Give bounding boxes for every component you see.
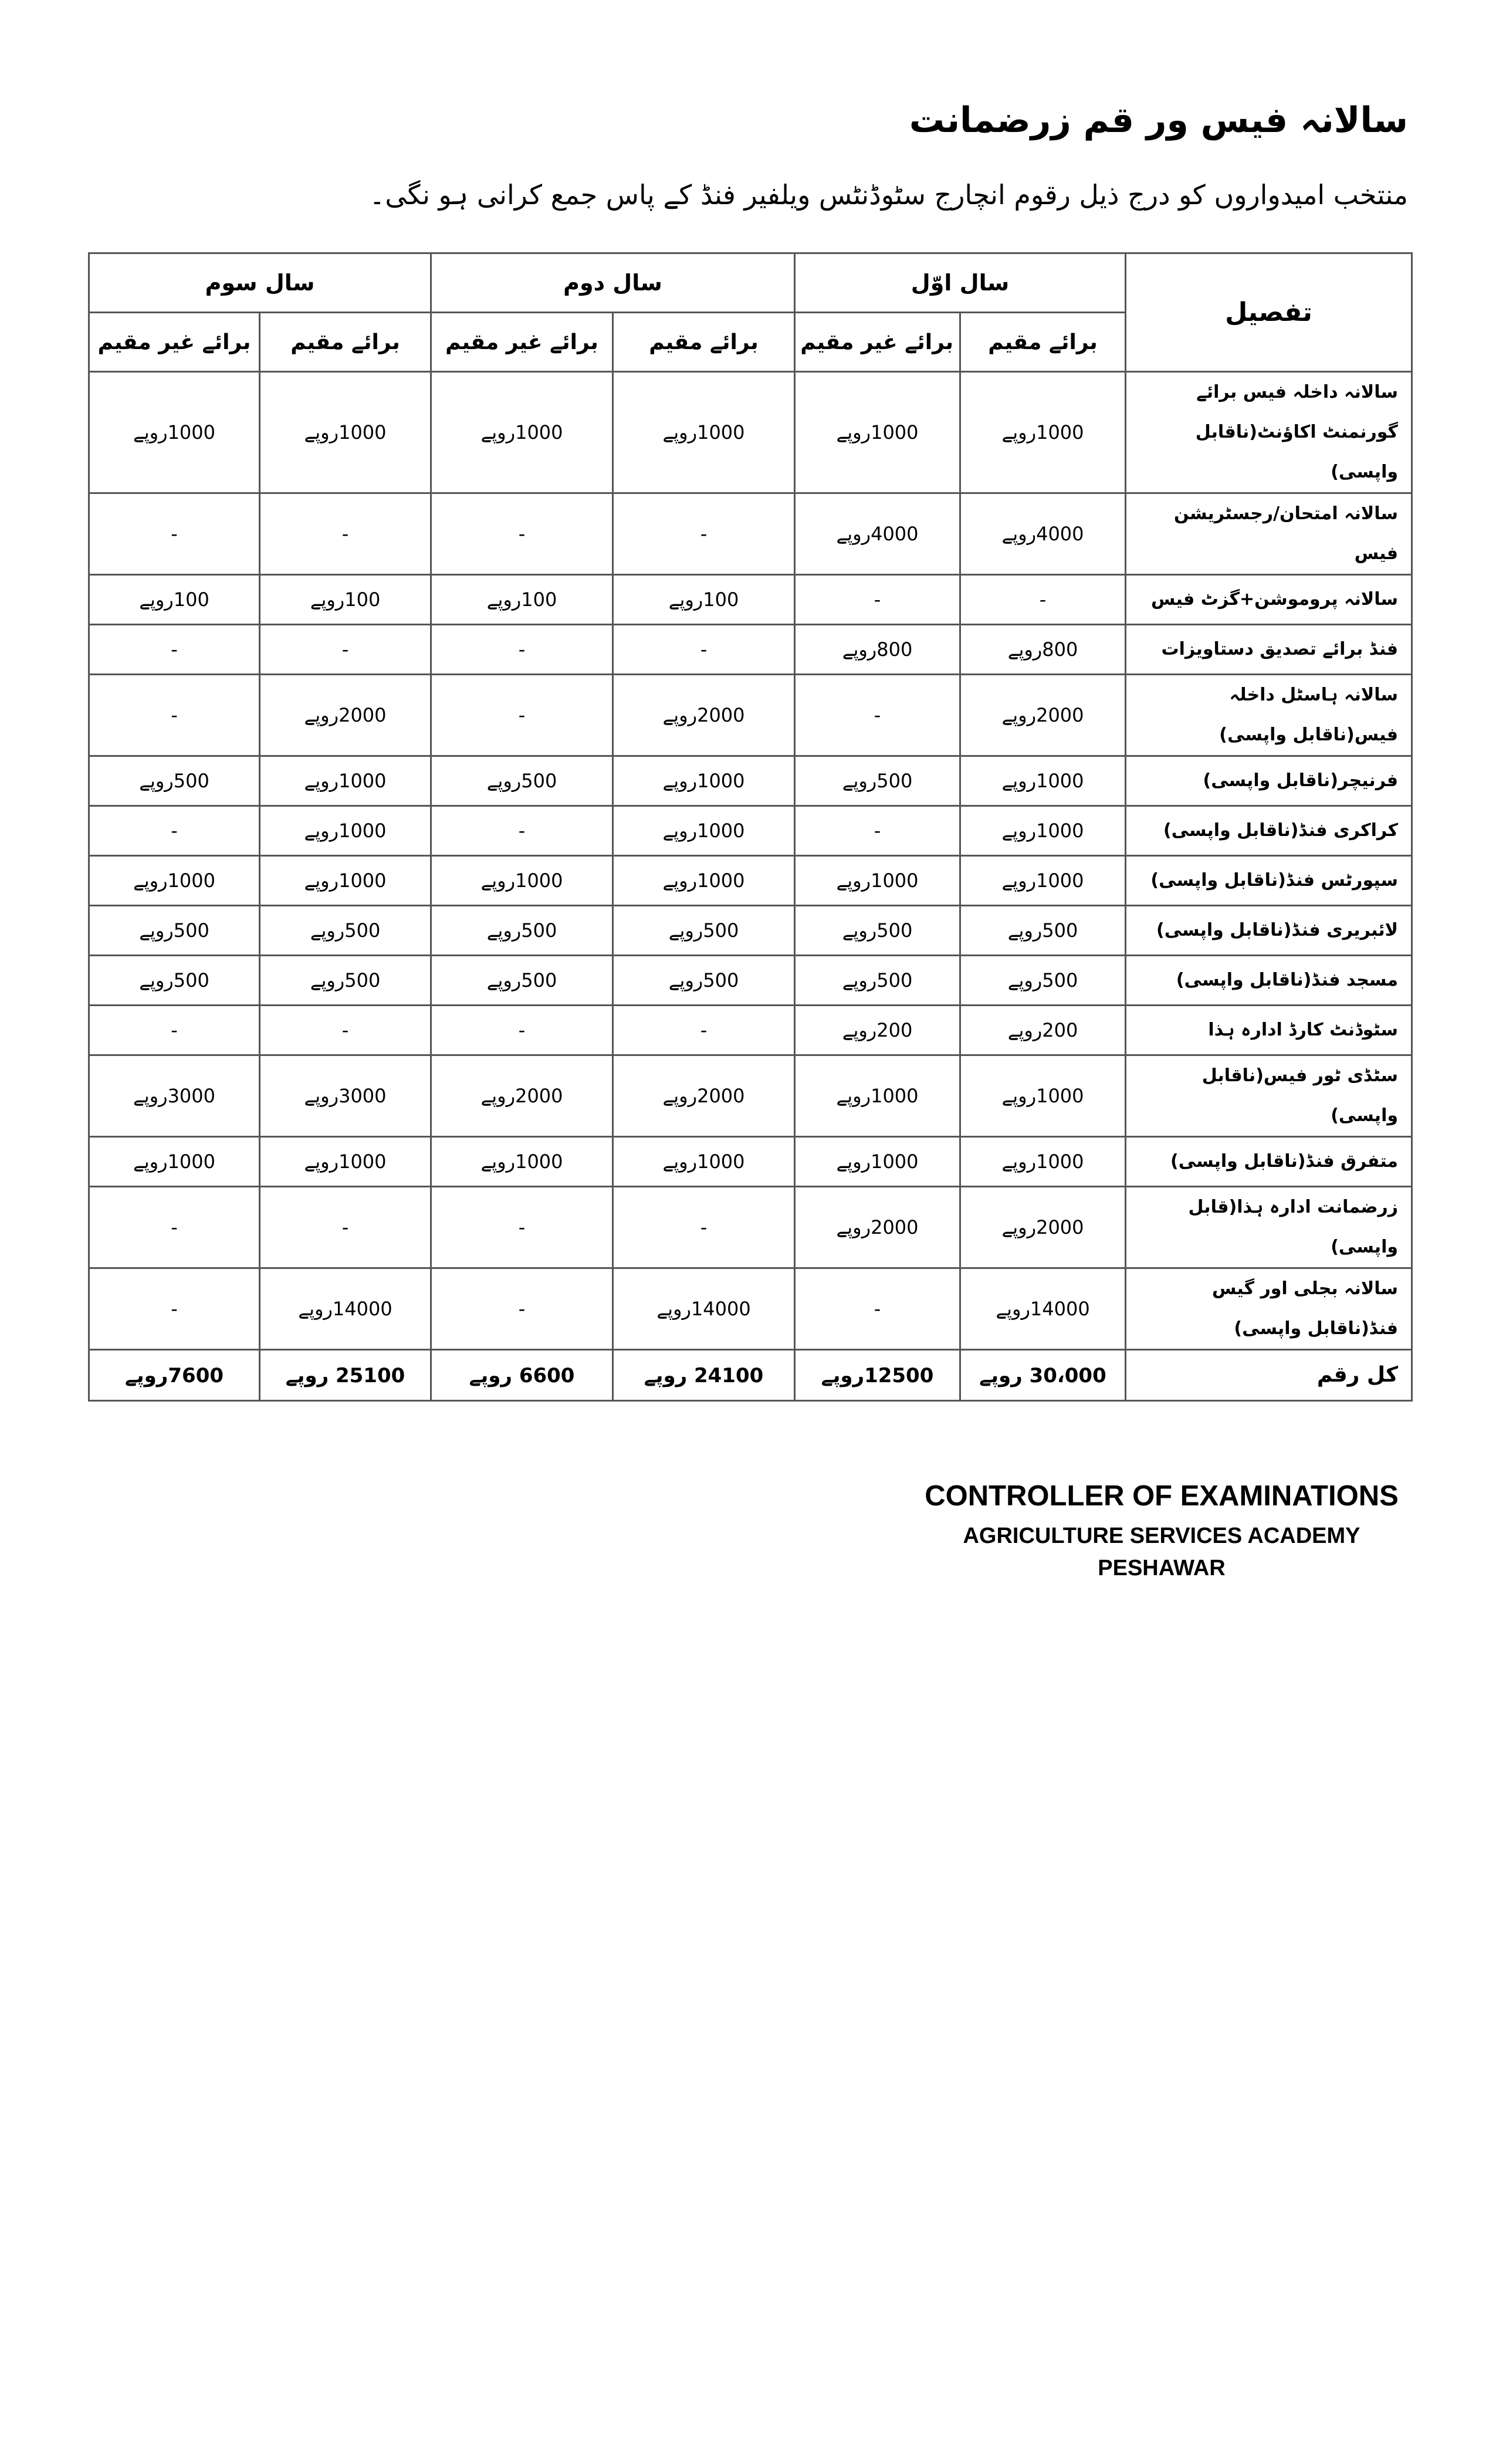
row-value: - — [613, 1187, 795, 1268]
row-value: - — [431, 1268, 613, 1350]
year-header-second: سال دوم — [431, 253, 795, 313]
row-value: 1000روپے — [613, 372, 795, 493]
row-value: 2000روپے — [795, 1187, 960, 1268]
sub-header-non-resident: برائے غیر مقیم — [431, 313, 613, 372]
table-row — [89, 675, 1412, 756]
row-value: 1000روپے — [260, 372, 431, 493]
footer-academy: AGRICULTURE SERVICES ACADEMY — [963, 1524, 1360, 1548]
table-row — [89, 856, 1412, 906]
row-value: 500روپے — [795, 956, 960, 1006]
row-value: - — [613, 493, 795, 575]
row-label: زرضمانت ادارہ ہذا(قابل واپسی) — [1126, 1187, 1412, 1268]
row-value: 1000روپے — [431, 372, 613, 493]
footer-city: PESHAWAR — [1098, 1556, 1226, 1580]
row-value: 1000روپے — [260, 756, 431, 806]
table-row — [89, 1006, 1412, 1055]
row-value: 800روپے — [960, 625, 1126, 675]
row-value: 2000روپے — [960, 1187, 1126, 1268]
table-row — [89, 575, 1412, 625]
row-value: 4000روپے — [795, 493, 960, 575]
row-label: لائبریری فنڈ(ناقابل واپسی) — [1126, 906, 1412, 956]
table-row — [89, 806, 1412, 856]
page-subtitle: منتخب امیدواروں کو درج ذیل رقوم انچارج سٹوڈنٹس ویلفیر فنڈ کے پاس جمع کرانی ہو نگی۔ — [369, 179, 1408, 211]
total-row — [89, 1350, 1412, 1401]
row-value: - — [431, 1006, 613, 1055]
row-label: سٹوڈنٹ کارڈ ادارہ ہذا — [1126, 1006, 1412, 1055]
row-value: 4000روپے — [960, 493, 1126, 575]
row-value: 1000روپے — [260, 806, 431, 856]
row-value: 1000روپے — [613, 856, 795, 906]
row-value: 1000روپے — [89, 1137, 260, 1187]
row-value: 500روپے — [89, 906, 260, 956]
row-value: 1000روپے — [960, 1137, 1126, 1187]
table-row — [89, 1187, 1412, 1268]
row-value: 200روپے — [960, 1006, 1126, 1055]
total-value: 24100 روپے — [613, 1350, 795, 1401]
row-value: 500روپے — [260, 906, 431, 956]
row-value: 500روپے — [960, 956, 1126, 1006]
row-value: 1000روپے — [960, 372, 1126, 493]
table-row — [89, 372, 1412, 493]
row-label: سٹڈی ٹور فیس(ناقابل واپسی) — [1126, 1055, 1412, 1137]
table-row — [89, 906, 1412, 956]
row-label: سالانہ داخلہ فیس برائے گورنمنٹ اکاؤنٹ(ناقابل واپسی) — [1126, 372, 1412, 493]
row-value: 500روپے — [260, 956, 431, 1006]
row-value: 500روپے — [795, 906, 960, 956]
row-label: سالانہ پروموشن+گزٹ فیس — [1126, 575, 1412, 625]
table-row — [89, 1055, 1412, 1137]
table-row — [89, 1268, 1412, 1350]
row-value: 1000روپے — [960, 756, 1126, 806]
row-value: 500روپے — [89, 756, 260, 806]
row-value: 500روپے — [431, 906, 613, 956]
row-value: - — [431, 1187, 613, 1268]
fee-table-body — [89, 372, 1412, 1401]
row-value: - — [613, 1006, 795, 1055]
row-value: 1000روپے — [613, 806, 795, 856]
sub-header-non-resident: برائے غیر مقیم — [795, 313, 960, 372]
row-value: - — [613, 625, 795, 675]
row-value: 100روپے — [613, 575, 795, 625]
row-value: - — [795, 806, 960, 856]
row-label: کراکری فنڈ(ناقابل واپسی) — [1126, 806, 1412, 856]
row-value: - — [431, 493, 613, 575]
row-value: - — [795, 1268, 960, 1350]
row-value: 100روپے — [260, 575, 431, 625]
row-value: - — [431, 625, 613, 675]
total-value: 7600روپے — [89, 1350, 260, 1401]
row-value: 14000روپے — [260, 1268, 431, 1350]
row-label: سالانہ امتحان/رجسٹریشن فیس — [1126, 493, 1412, 575]
table-row — [89, 756, 1412, 806]
total-value: 25100 روپے — [260, 1350, 431, 1401]
row-value: 1000روپے — [260, 856, 431, 906]
row-value: - — [431, 806, 613, 856]
table-row — [89, 625, 1412, 675]
fee-table — [88, 252, 1413, 1402]
row-label: فرنیچر(ناقابل واپسی) — [1126, 756, 1412, 806]
table-row — [89, 1137, 1412, 1187]
row-value: 500روپے — [613, 906, 795, 956]
row-value: - — [260, 1187, 431, 1268]
row-value: 2000روپے — [613, 1055, 795, 1137]
row-value: 200روپے — [795, 1006, 960, 1055]
page-title: سالانہ فیس ور قم زرضمانت — [909, 100, 1408, 141]
row-value: - — [89, 675, 260, 756]
row-value: - — [260, 1006, 431, 1055]
row-value: 14000روپے — [960, 1268, 1126, 1350]
row-label: فنڈ برائے تصدیق دستاویزات — [1126, 625, 1412, 675]
row-value: - — [795, 675, 960, 756]
row-value: 1000روپے — [795, 856, 960, 906]
row-value: 100روپے — [431, 575, 613, 625]
row-value: - — [795, 575, 960, 625]
row-value: 500روپے — [431, 956, 613, 1006]
row-label: سالانہ ہاسٹل داخلہ فیس(ناقابل واپسی) — [1126, 675, 1412, 756]
year-header-third: سال سوم — [89, 253, 431, 313]
row-value: - — [431, 675, 613, 756]
row-value: 500روپے — [960, 906, 1126, 956]
total-label: کل رقم — [1126, 1350, 1412, 1401]
row-value: 1000روپے — [795, 1137, 960, 1187]
row-value: - — [89, 1187, 260, 1268]
row-value: 500روپے — [795, 756, 960, 806]
row-value: 800روپے — [795, 625, 960, 675]
row-value: - — [89, 806, 260, 856]
row-value: 2000روپے — [960, 675, 1126, 756]
row-value: 1000روپے — [89, 856, 260, 906]
sub-header-resident: برائے مقیم — [613, 313, 795, 372]
row-value: 3000روپے — [260, 1055, 431, 1137]
sub-header-non-resident: برائے غیر مقیم — [89, 313, 260, 372]
row-label: سالانہ بجلی اور گیس فنڈ(ناقابل واپسی) — [1126, 1268, 1412, 1350]
row-value: 500روپے — [613, 956, 795, 1006]
footer-controller: CONTROLLER OF EXAMINATIONS — [925, 1480, 1399, 1512]
sub-header-resident: برائے مقیم — [960, 313, 1126, 372]
total-value: 6600 روپے — [431, 1350, 613, 1401]
row-value: - — [260, 493, 431, 575]
row-value: 2000روپے — [431, 1055, 613, 1137]
row-value: 1000روپے — [613, 1137, 795, 1187]
year-header-row — [89, 253, 1412, 313]
total-value: 30،000 روپے — [960, 1350, 1126, 1401]
row-value: 1000روپے — [960, 856, 1126, 906]
detail-header: تفصیل — [1126, 253, 1412, 372]
row-value: - — [89, 493, 260, 575]
row-value: 14000روپے — [613, 1268, 795, 1350]
row-value: 1000روپے — [795, 1055, 960, 1137]
row-value: 2000روپے — [613, 675, 795, 756]
year-header-first: سال اوّل — [795, 253, 1126, 313]
row-value: 1000روپے — [613, 756, 795, 806]
row-value: 100روپے — [89, 575, 260, 625]
row-value: 1000روپے — [795, 372, 960, 493]
row-value: 1000روپے — [89, 372, 260, 493]
row-value: 1000روپے — [431, 1137, 613, 1187]
row-value: 2000روپے — [260, 675, 431, 756]
row-value: 500روپے — [89, 956, 260, 1006]
row-value: 1000روپے — [960, 806, 1126, 856]
sub-header-resident: برائے مقیم — [260, 313, 431, 372]
row-label: سپورٹس فنڈ(ناقابل واپسی) — [1126, 856, 1412, 906]
row-value: - — [89, 1268, 260, 1350]
table-row — [89, 956, 1412, 1006]
row-value: - — [89, 625, 260, 675]
row-value: - — [89, 1006, 260, 1055]
row-label: مسجد فنڈ(ناقابل واپسی) — [1126, 956, 1412, 1006]
row-value: - — [960, 575, 1126, 625]
row-value: 500روپے — [431, 756, 613, 806]
row-value: 1000روپے — [260, 1137, 431, 1187]
total-value: 12500روپے — [795, 1350, 960, 1401]
row-label: متفرق فنڈ(ناقابل واپسی) — [1126, 1137, 1412, 1187]
row-value: - — [260, 625, 431, 675]
row-value: 1000روپے — [960, 1055, 1126, 1137]
row-value: 3000روپے — [89, 1055, 260, 1137]
row-value: 1000روپے — [431, 856, 613, 906]
table-row — [89, 493, 1412, 575]
